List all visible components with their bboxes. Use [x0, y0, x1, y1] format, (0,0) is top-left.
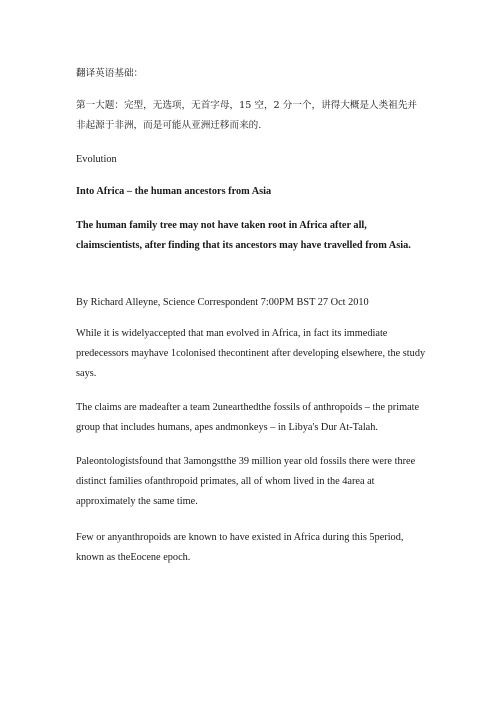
article-title — [76, 182, 426, 202]
heading-text: 翻译英语基础： — [76, 68, 144, 79]
section-text: Evolution — [76, 154, 117, 165]
subtitle-line: The human family tree may not have taken root in Africa after all, — [76, 220, 367, 231]
task-line: 非起源于非洲，而是可能从亚洲迁移而来的. — [76, 120, 262, 131]
paragraph-line: known as theEocene epoch. — [76, 552, 191, 563]
byline-text: By Richard Alleyne, Science Correspondent 7:00PM BST 27 Oct 2010 — [76, 297, 369, 308]
paragraph-1 — [76, 324, 426, 384]
paragraph-line: Paleontologistsfound that 3amongstthe 39 million year old fossils there were three — [76, 456, 416, 467]
paragraph-2 — [76, 398, 426, 438]
article-subtitle — [76, 216, 426, 256]
subtitle-line: claimscientists, after finding that its ancestors may have travelled from Asia. — [76, 240, 411, 251]
paragraph-line: The claims are madeafter a team 2unearthedthe fossils of anthropoids – the primate — [76, 402, 420, 413]
paragraph-4 — [76, 528, 426, 568]
task-description — [76, 96, 426, 136]
paragraph-line: approximately the same time. — [76, 496, 198, 507]
heading — [76, 64, 426, 84]
byline — [76, 293, 426, 313]
paragraph-line: While it is widelyaccepted that man evolved in Africa, in fact its immediate — [76, 328, 388, 339]
paragraph-3 — [76, 452, 426, 512]
paragraph-line: says. — [76, 368, 97, 379]
paragraph-line: predecessors mayhave 1colonised thecontinent after developing elsewhere, the study — [76, 348, 426, 359]
article-title-text: Into Africa – the human ancestors from Asia — [76, 186, 272, 197]
paragraph-line: group that includes humans, apes andmonkeys – in Libya's Dur At-Talah. — [76, 422, 378, 433]
paragraph-line: distinct families ofanthropoid primates, all of whom lived in the 4area at — [76, 476, 375, 487]
paragraph-line: Few or anyanthropoids are known to have existed in Africa during this 5period, — [76, 532, 404, 543]
section-label — [76, 150, 426, 170]
task-line: 第一大题：完型，无选项，无首字母，15 空，2 分一个，讲得大概是人类祖先并 — [76, 100, 418, 111]
